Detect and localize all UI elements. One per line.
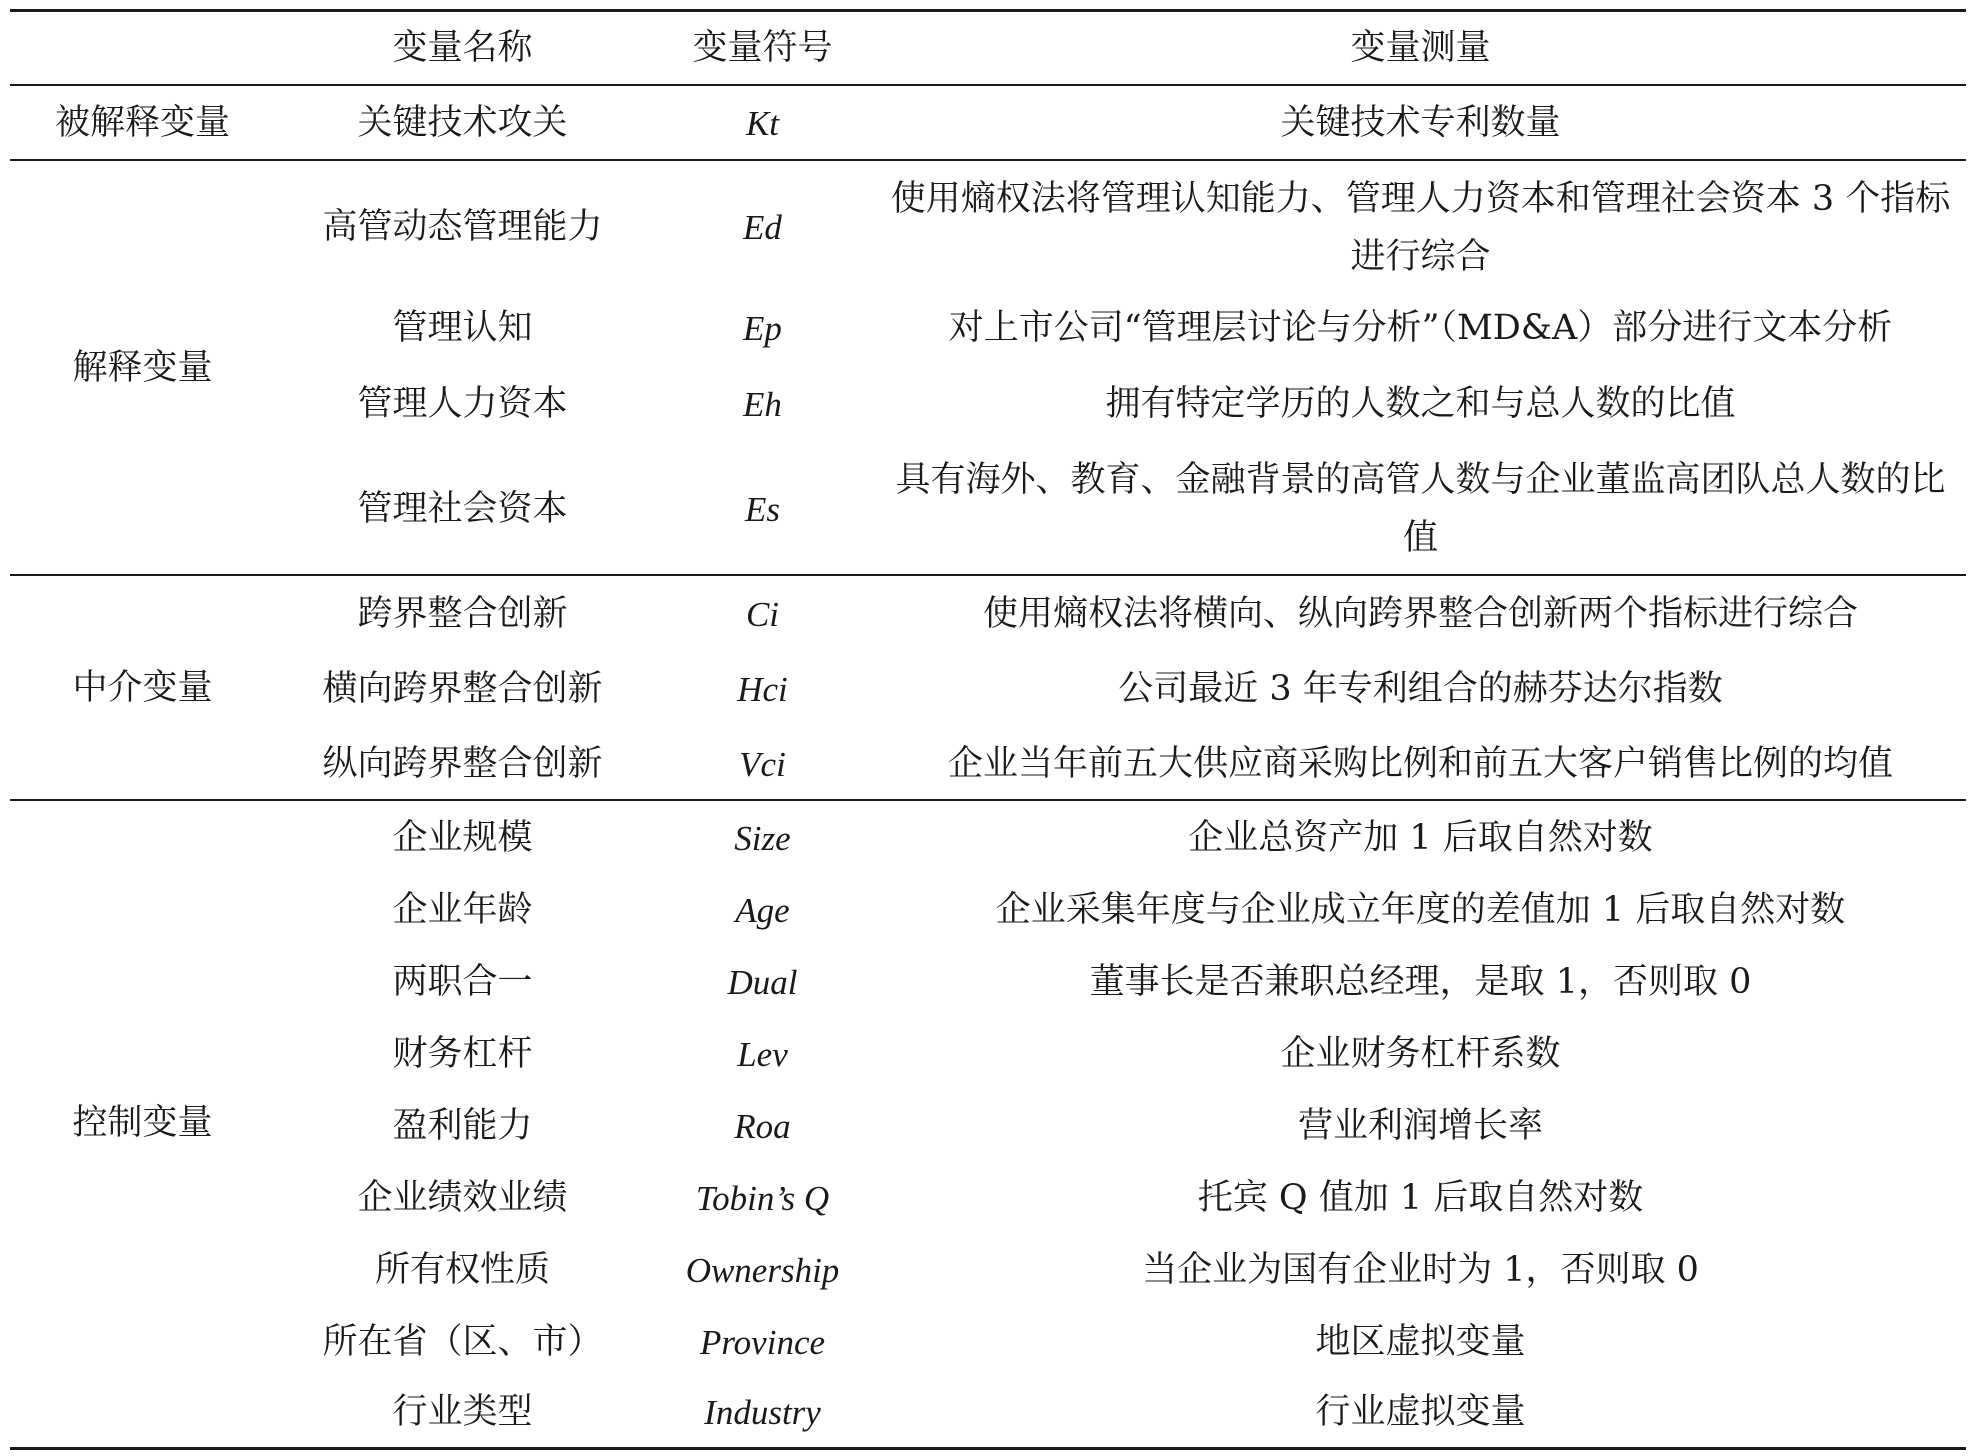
row-symbol: Kt: [745, 103, 780, 143]
row-symbol: Ci: [745, 594, 780, 634]
row-symbol: Dual: [727, 962, 798, 1002]
group-divider-rule: [10, 799, 1966, 801]
row-name: 企业规模: [392, 817, 533, 858]
header-variable-measure: 变量测量: [1350, 27, 1491, 68]
row-name: 跨界整合创新: [357, 593, 568, 634]
header-bottom-rule: [10, 84, 1966, 86]
row-measure: 对上市公司“管理层讨论与分析”（MD&A）部分进行文本分析: [948, 307, 1893, 348]
row-symbol: Ed: [743, 208, 782, 247]
header-category: [10, 16, 275, 80]
row-name: 高管动态管理能力: [322, 207, 603, 247]
row-name: 管理人力资本: [357, 383, 568, 424]
row-symbol: Hci: [737, 669, 788, 709]
row-name: 两职合一: [392, 961, 533, 1002]
row-symbol: Eh: [743, 384, 782, 424]
row-symbol: Roa: [734, 1106, 791, 1146]
table-bottom-rule: [10, 1447, 1966, 1450]
row-measure: 企业采集年度与企业成立年度的差值加 1 后取自然对数: [995, 889, 1846, 930]
row-symbol: Tobin’s Q: [695, 1178, 830, 1218]
row-name: 管理认知: [392, 307, 533, 348]
row-measure: 当企业为国有企业时为 1，否则取 0: [1142, 1249, 1699, 1290]
row-name: 盈利能力: [392, 1105, 533, 1146]
row-measure: 具有海外、教育、金融背景的高管人数与企业董监高团队总人数的比值: [895, 460, 1946, 558]
group-divider-rule: [10, 159, 1966, 161]
row-symbol: Industry: [704, 1392, 821, 1432]
row-name: 关键技术攻关: [357, 102, 568, 143]
row-measure: 董事长是否兼职总经理，是取 1，否则取 0: [1089, 961, 1752, 1002]
row-measure: 使用熵权法将横向、纵向跨界整合创新两个指标进行综合: [982, 593, 1858, 634]
row-name: 财务杠杆: [392, 1033, 533, 1074]
row-measure: 使用熵权法将管理认知能力、管理人力资本和管理社会资本 3 个指标进行综合: [890, 178, 1951, 277]
row-measure: 企业财务杠杆系数: [1280, 1033, 1561, 1074]
group-divider-rule: [10, 574, 1966, 576]
row-symbol: Vci: [739, 744, 786, 784]
group-category: 被解释变量: [54, 102, 230, 143]
row-measure: 营业利润增长率: [1297, 1105, 1543, 1146]
row-name: 企业年龄: [392, 889, 533, 930]
row-symbol: Ep: [743, 308, 782, 348]
header-variable-name: 变量名称: [392, 27, 533, 68]
row-measure: 企业总资产加 1 后取自然对数: [1188, 817, 1653, 858]
row-name: 横向跨界整合创新: [322, 668, 603, 709]
row-symbol: Es: [745, 489, 780, 529]
row-name: 企业绩效业绩: [357, 1177, 568, 1218]
row-measure: 托宾 Q 值加 1 后取自然对数: [1197, 1177, 1644, 1218]
row-symbol: Age: [735, 890, 790, 930]
row-name: 所在省（区、市）: [322, 1321, 603, 1362]
row-symbol: Ownership: [685, 1250, 840, 1290]
table-top-rule: [10, 9, 1966, 12]
row-measure: 行业虚拟变量: [1315, 1391, 1526, 1432]
row-name: 行业类型: [392, 1391, 533, 1432]
group-category: 解释变量: [72, 347, 213, 388]
group-category: 控制变量: [72, 1102, 213, 1143]
row-measure: 公司最近 3 年专利组合的赫芬达尔指数: [1118, 668, 1723, 709]
group-category: 中介变量: [72, 667, 213, 708]
row-name: 所有权性质: [374, 1249, 550, 1290]
row-name: 管理社会资本: [357, 488, 568, 529]
row-measure: 企业当年前五大供应商采购比例和前五大客户销售比例的均值: [947, 743, 1893, 784]
row-measure: 关键技术专利数量: [1280, 102, 1561, 143]
row-symbol: Size: [734, 818, 791, 858]
row-measure: 拥有特定学历的人数之和与总人数的比值: [1105, 383, 1736, 424]
row-symbol: Province: [699, 1322, 826, 1362]
row-measure: 地区虚拟变量: [1315, 1321, 1526, 1362]
row-symbol: Lev: [737, 1034, 788, 1074]
header-variable-symbol: 变量符号: [692, 27, 833, 68]
row-name: 纵向跨界整合创新: [322, 743, 603, 784]
